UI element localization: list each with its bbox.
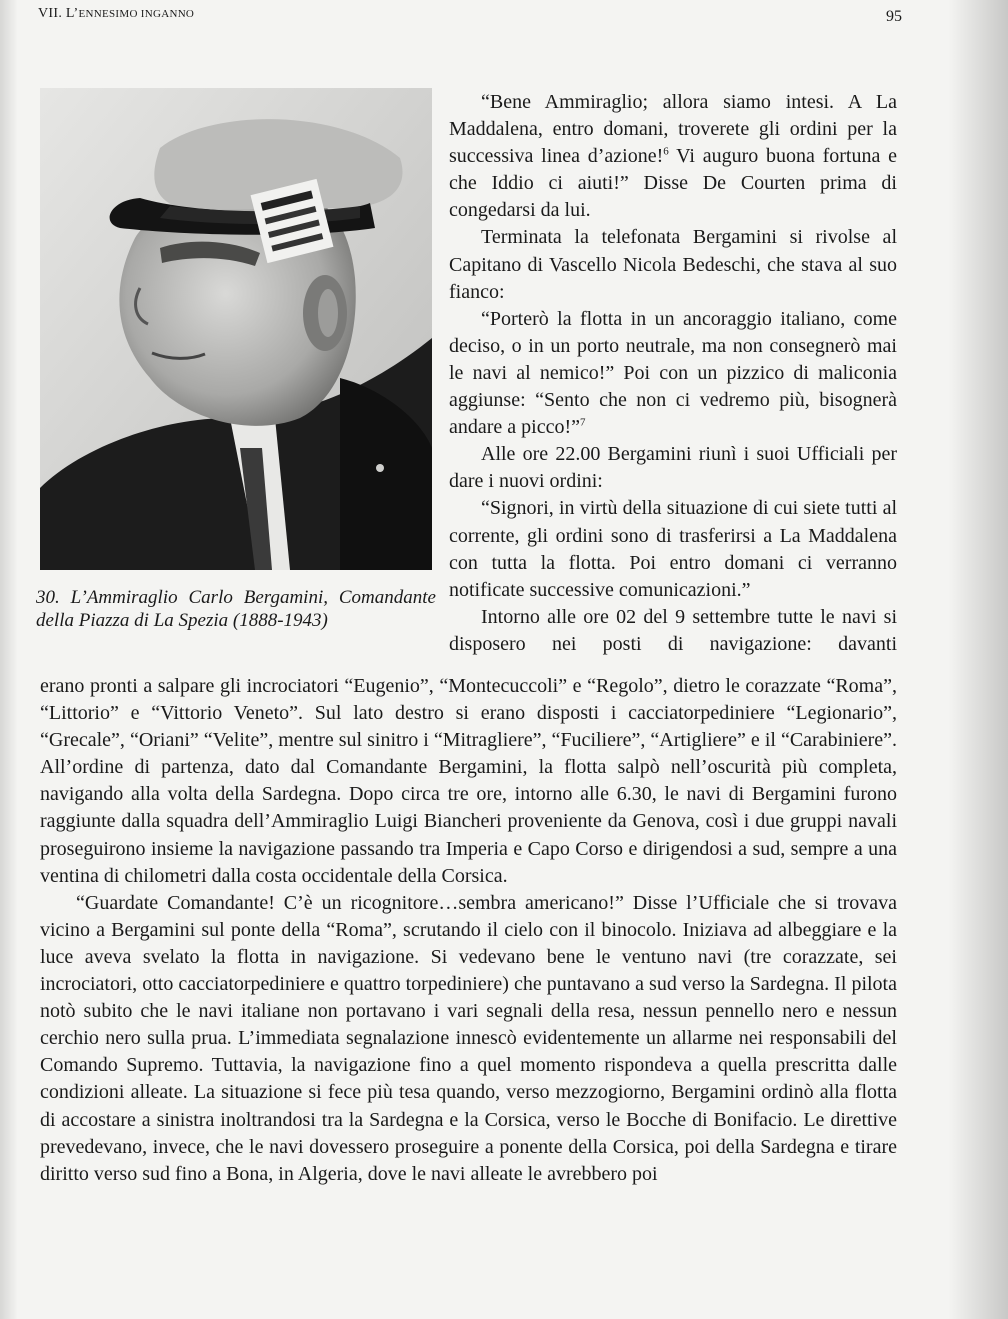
paragraph-text: “Porterò la flotta in un ancoraggio italiano, come deciso, o in un porto neutrale, ma non consegnerò mai le navi al nemico!” Poi con un pizzico di maliconia aggiunse: “Sento che non ci vedremo più, bisognerà andare a picco!” <box>449 307 897 439</box>
figure-caption <box>36 586 436 632</box>
caption-text: 30. L’Ammiraglio Carlo Bergamini, Comandante della Piazza di La Spezia (1888-1943) <box>36 587 436 631</box>
paragraph <box>449 306 897 441</box>
paragraph-text: “Signori, in virtù della situazione di cui siete tutti al corrente, gli ordini sono di trasferirsi a La Maddalena con tutta la flotta. Poi entro domani ci verranno notificate successive comunicazioni.” <box>449 497 897 601</box>
paragraph-text: Alle ore 22.00 Bergamini riunì i suoi Ufficiali per dare i nuovi ordini: <box>449 443 897 493</box>
right-column-text <box>449 89 897 658</box>
footnote-ref[interactable]: 6 <box>663 145 669 158</box>
portrait-photo <box>40 88 432 570</box>
footnote-ref[interactable]: 7 <box>580 416 586 429</box>
paragraph <box>449 441 897 495</box>
running-head <box>38 6 194 22</box>
spine-shadow <box>948 0 1008 1319</box>
paragraph <box>449 224 897 305</box>
paragraph-text: Terminata la telefonata Bergamini si rivolse al Capitano di Vascello Nicola Bedeschi, che stava al suo fianco: <box>449 226 897 303</box>
paragraph <box>449 604 897 658</box>
chapter-title: ENNESIMO INGANNO <box>78 8 195 20</box>
paragraph <box>449 89 897 224</box>
paragraph-text: “Bene Ammiraglio; allora siamo intesi. A La Maddalena, entro domani, troverete gli ordini per la successiva linea d’azione! <box>449 91 897 168</box>
paragraph-text: Vi auguro buona fortuna e che Iddio ci aiuti!” Disse De Courten prima di congedarsi da lui. <box>449 145 897 222</box>
full-width-text <box>40 673 897 1188</box>
page-number: 95 <box>886 8 902 25</box>
portrait-image <box>40 88 432 570</box>
page-edge-shadow <box>0 0 18 1319</box>
paragraph-text: Intorno alle ore 02 del 9 settembre tutte le navi si disposero nei posti di navigazione: davanti <box>449 605 897 655</box>
chapter-numeral: VII. L’ <box>38 6 79 21</box>
paragraph <box>449 495 897 603</box>
paragraph-continued: erano pronti a salpare gli incrociatori “Eugenio”, “Montecuccoli” e “Regolo”, dietro le corazzate “Roma”, “Littorio” e “Vittorio Veneto”. Sul lato destro si erano disposti i cacciatorpediniere “Legionario”, “Grecale”, “Oriani” “Velite”, mentre sul sinitro i “Mitragliere”, “Fuciliere”, “Artigliere” e il “Carabiniere”. All’ordine di partenza, dato dal Comandante Bergamini, la flotta salpò nell’oscurità più completa, navigando alla volta della Sardegna. Dopo circa tre ore, intorno alle 6.30, le navi di Bergamini furono raggiunte dalla squadra dell’Ammiraglio Luigi Biancheri proveniente da Genova, così i due gruppi navali proseguirono insieme la navigazione passando tra Imperia e Capo Corso e dirigendosi a sud, sempre a una ventina di chilometri dalla costa occidentale della Corsica. <box>40 675 897 887</box>
paragraph: “Guardate Comandante! C’è un ricognitore…sembra americano!” Disse l’Ufficiale che si trovava vicino a Bergamini sul ponte della “Roma”, scrutando il cielo con il binocolo. Iniziava ad albeggiare e la luce aveva svelato la flotta in navigazione. Si vedevano bene le ventuno navi (tre corazzate, sei incrociatori, otto cacciatorpediniere e quattro torpediniere) che puntavano a sud verso la Sardegna. Il pilota notò subito che le navi italiane non portavano i vari segnali della resa, nessun pennello nero e nessun cerchio nero sulla prua. L’immediata segnalazione innescò evidentemente un allarme nei responsabili del Comando Supremo. Tuttavia, la navigazione fino a quel momento rispondeva a quella prescritta dalle condizioni alleate. La situazione si fece più tesa quando, verso mezzogiorno, Bergamini ordinò alla flotta di accostare a sinistra inoltrandosi tra la Sardegna e la Corsica, verso le Bocche di Bonifacio. Le direttive prevedevano, invece, che le navi dovessero proseguire a ponente della Corsica, poi della Sardegna e tirare diritto verso sud fino a Bona, in Algeria, dove le navi alleate le avrebbero poi <box>40 891 897 1185</box>
